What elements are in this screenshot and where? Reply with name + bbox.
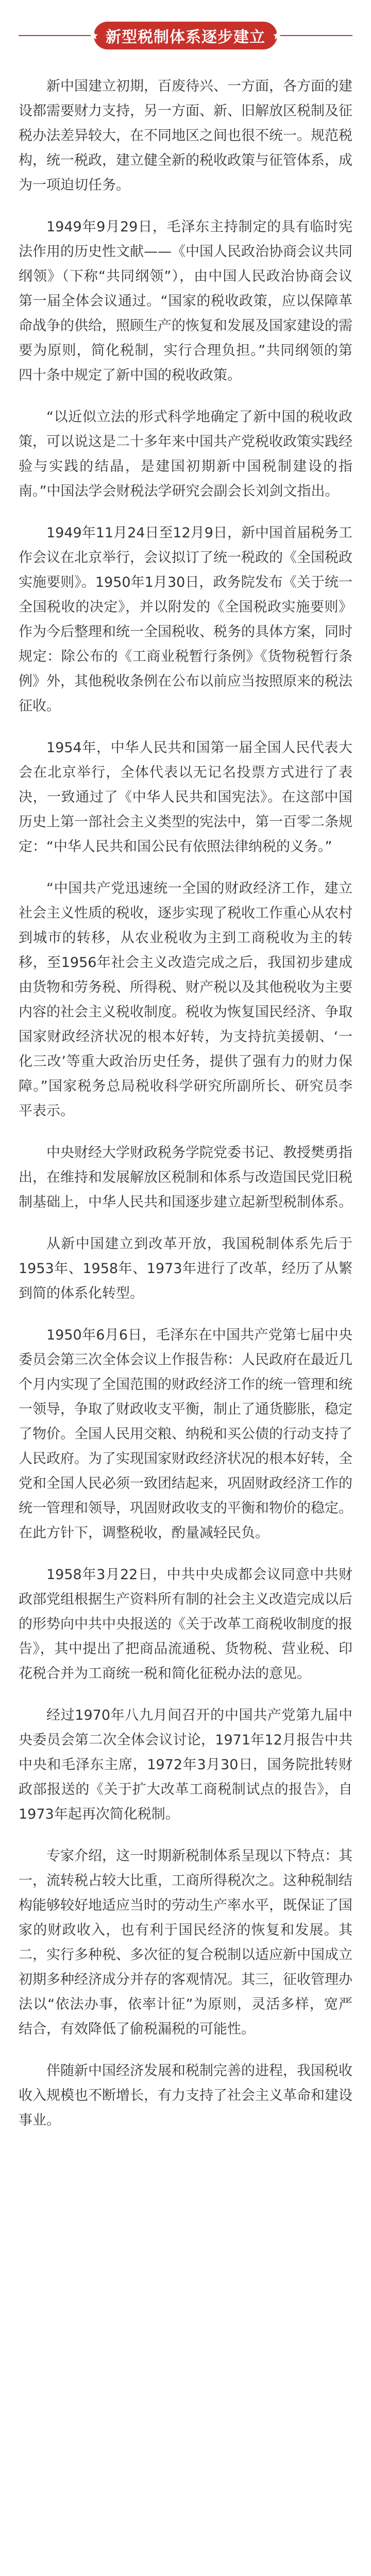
body-paragraph: 经过1970年八九月间召开的中国共产党第九届中央委员会第二次全体会议讨论，1971年12月报告中共中央和毛泽东主席，1972年3月30日，国务院批转财政部报送的《关于扩大改革工商税制试点的报告》，自1973年起再次简化税制。: [19, 1707, 352, 1822]
body-paragraph: 新中国建立初期，百废待兴、一方面，各方面的建设都需要财力支持，另一方面、新、旧解放区税制及征税办法差异较大，在不同地区之间也很不统一。规范税构，统一税政，建立健全新的税收政策与征管体系，成为一项迫切任务。: [19, 78, 352, 193]
body-paragraph: 伴随新中国经济发展和税制完善的进程，我国税收收入规模也不断增长，有力支持了社会主义革命和建设事业。: [19, 2063, 352, 2128]
body-paragraph: 1958年3月22日，中共中央成都会议同意中共财政部党组根据生产资料所有制的社会主义改造完成以后的形势向中共中央报送的《关于改革工商税收制度的报告》，其中提出了把商品流通税、货物税、营业税、印花税合并为工商统一税和简化征税办法的意见。: [19, 1567, 352, 1682]
body-paragraph: “中国共产党迅速统一全国的财政经济工作，建立社会主义性质的税收，逐步实现了税收工作重心从农村到城市的转移，从农业税收为主到工商税收为主的转移，至1956年社会主义改造完成之后，我国初步建成由货物和劳务税、所得税、财产税以及其他税收为主要内容的社会主义税收制度。税收为恢复国民经济、争取国家财政经济状况的根本好转，为支持抗美援朝、‘一化三改’等重大政治历史任务，提供了强有力的财力保障。”国家税务总局税收科学研究所副所长、研究员李平表示。: [19, 880, 352, 1119]
star-icon: [273, 31, 282, 40]
body-paragraph: 1949年11月24日至12月9日，新中国首届税务工作会议在北京举行，会议拟订了统一税政的《全国税政实施要则》。1950年1月30日，政务院发布《关于统一全国税收的决定》，并以附发的《全国税政实施要则》作为今后整理和统一全国税收、税务的具体方案，同时规定：除公布的《工商业税暂行条例》《货物税暂行条例》外，其他税收条例在公布以前应当按照原来的税法征收。: [19, 525, 352, 714]
body-paragraph: 1950年6月6日，毛泽东在中国共产党第七届中央委员会第三次全体会议上作报告称：人民政府在最近几个月内实现了全国范围的财政经济工作的统一管理和统一领导，争取了财政收支平衡，制止了通货膨胀，稳定了物价。全国人民用交粮、纳税和买公债的行动支持了人民政府。为了实现国家财政经济状况的根本好转，全党和全国人民必须一致团结起来，巩固财政经济工作的统一管理和领导，巩固财政收支的平衡和物价的稳定。在此方针下，调整税收，酌量减轻民负。: [19, 1327, 352, 1541]
body-paragraph: 中央财经大学财政税务学院党委书记、教授樊勇指出，在维持和发展解放区税制和体系与改造国民党旧税制基础上，中华人民共和国逐步建立起新型税制体系。: [19, 1145, 352, 1210]
body-paragraph: “以近似立法的形式科学地确定了新中国的税收政策，可以说这是二十多年来中国共产党税收政策实践经验与实践的结晶，是建国初期新中国税制建设的指南。”中国法学会财税法学研究会副会长刘剑文指出。: [19, 409, 352, 499]
section-title: 新型税制体系逐步建立: [106, 28, 265, 46]
section-title-pill: [94, 22, 277, 49]
section-header: [19, 18, 352, 54]
body-paragraph: 从新中国建立到改革开放，我国税制体系先后于1953年、1958年、1973年进行了改革，经历了从繁到简的体系化转型。: [19, 1236, 352, 1301]
body-paragraph: 1954年，中华人民共和国第一届全国人民代表大会在北京举行，全体代表以无记名投票方式进行了表决，一致通过了《中华人民共和国宪法》。在这部中国历史上第一部社会主义类型的宪法中，第一百零二条规定：“中华人民共和国公民有依照法律纳税的义务。”: [19, 740, 352, 855]
star-icon: [89, 31, 98, 40]
body-paragraph: 专家介绍，这一时期新税制体系呈现以下特点：其一，流转税占较大比重，工商所得税次之。这种税制结构能够较好地适应当时的劳动生产率水平，既保证了国家的财政收入，也有利于国民经济的恢复和发展。其二，实行多种税、多次征的复合税制以适应新中国成立初期多种经济成分并存的客观情况。其三，征收管理办法以“依法办事，依率计征”为原则，灵活多样，宽严结合，有效降低了偷税漏税的可能性。: [19, 1848, 352, 2037]
body-paragraph: 1949年9月29日，毛泽东主持制定的具有临时宪法作用的历史性文献——《中国人民政治协商会议共同纲领》（下称“共同纲领”），由中国人民政治协商会议第一届全体会议通过。“国家的税收政策，应以保障革命战争的供给，照顾生产的恢复和发展及国家建设的需要为原则，简化税制，实行合理负担。”共同纲领的第四十条中规定了新中国的税收政策。: [19, 219, 352, 383]
